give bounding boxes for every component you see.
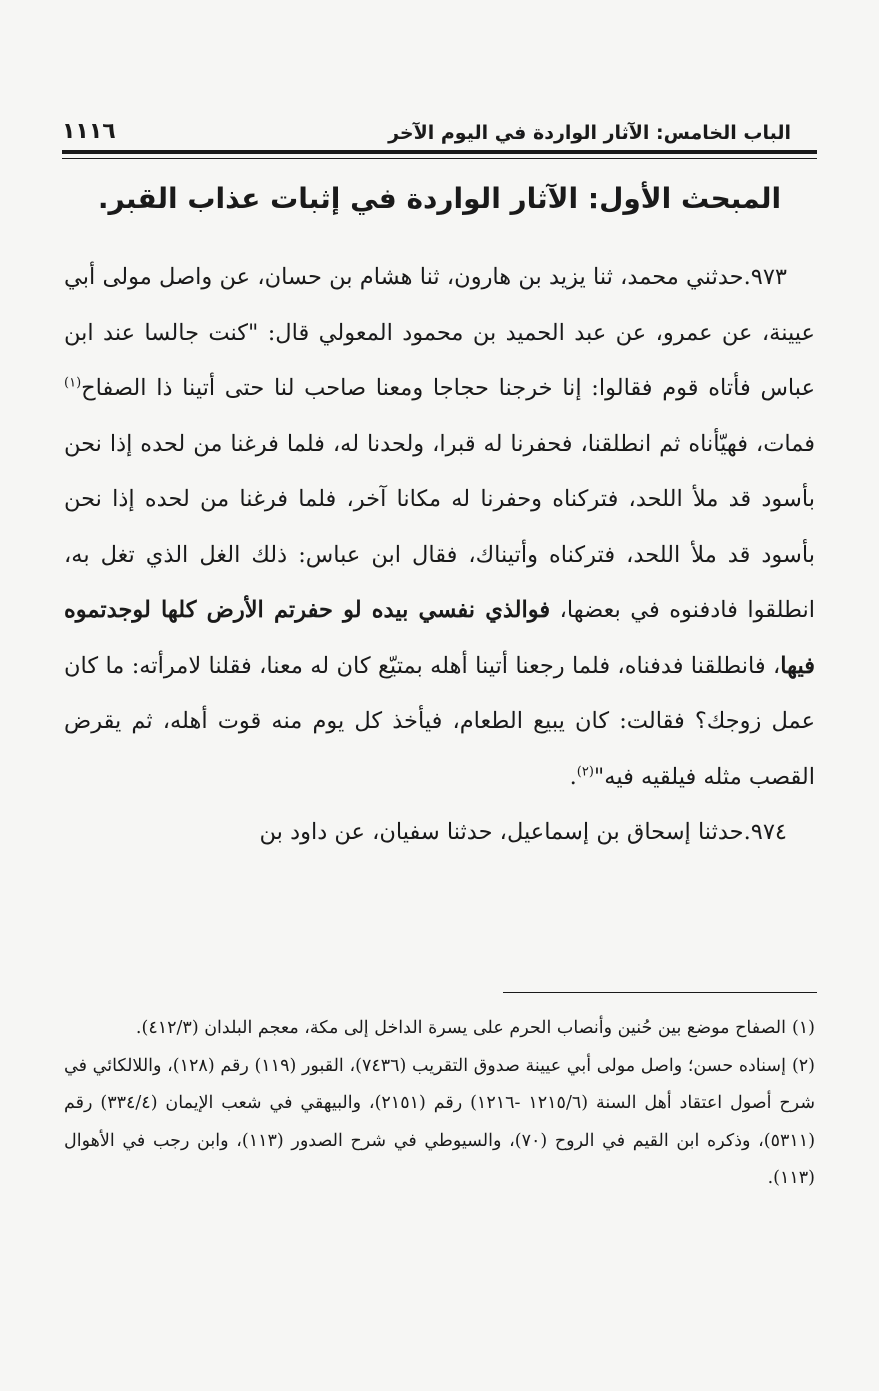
section-title-end: .: [97, 182, 109, 215]
main-text: [64, 250, 815, 861]
section-title-prefix: المبحث الأول: [599, 182, 782, 215]
footnote-2-text: إسناده حسن؛ واصل مولى أبي عيينة صدوق التقريب (٧٤٣٦)، القبور (١١٩) رقم (١٢٨)، واللالكائي في شرح أصول اعتقاد أهل السنة (١٢١٥/٦ -١٢١٦) رقم (٢١٥١)، والبيهقي في شعب الإيمان (٣٣٤/٤) رقم (٥٣١١)، وذكره ابن القيم في الروح (٧٠)، والسيوطي في شرح الصدور (١١٣)، وابن رجب في الأهوال (١١٣).: [64, 1055, 816, 1188]
paragraph-973-part-a: ٩٧٣.حدثني محمد، ثنا يزيد بن هارون، ثنا هشام بن حسان، عن واصل مولى أبي عيينة، عن عمرو، عن عبد الحميد بن محمود المعولي قال: "كنت جالسا عند ابن عباس فأتاه قوم فقالوا: إنا خرجنا حجاجا ومعنا صاحب لنا حتى أتينا ذا الصفاح: [64, 264, 815, 401]
paragraph-973-end: .: [569, 763, 577, 790]
page-number: ١١١٦: [62, 119, 116, 144]
paragraph-973-bold: فوالذي نفسي بيده لو حفرتم الأرض كلها لوجدتموه فيها: [64, 597, 815, 679]
footnotes: [64, 1010, 815, 1198]
header-rule-thick: [62, 150, 817, 154]
section-title-text: الآثار الواردة في إثبات عذاب القبر: [108, 182, 579, 215]
footnote-1: [64, 1010, 815, 1048]
section-title: [62, 182, 817, 215]
paragraph-974: ٩٧٤.حدثنا إسحاق بن إسماعيل، حدثنا سفيان، عن داود بن: [259, 819, 787, 845]
header-rule-thin: [62, 158, 817, 159]
section-title-separator: :: [578, 182, 600, 215]
running-header: [62, 108, 817, 144]
paragraph-973-part-c: ، فانطلقنا فدفناه، فلما رجعنا أتينا أهله بمتيّع كان له معنا، فقلنا لامرأته: ما كان عمل زوجك؟ فقالت: كان يبيع الطعام، فيأخذ كل يوم منه قوت أهله، ثم يقرض القصب مثله فيلقيه فيه": [64, 652, 815, 790]
paragraph-973: [64, 250, 815, 805]
footnote-separator: [503, 992, 817, 993]
footnote-ref-1[interactable]: (١): [64, 375, 82, 391]
footnote-2-marker: (٢): [791, 1055, 815, 1076]
paragraph-973-part-b: فمات، فهيّأناه ثم انطلقنا، فحفرنا له قبرا، ولحدنا له، فلما فرغنا من لحده إذا نحن بأسود قد ملأ اللحد، فتركناه وحفرنا له مكانا آخر، فلما فرغنا من لحده إذا نحن بأسود قد ملأ اللحد، فتركناه وأتيناك، فقال ابن عباس: ذلك الغل الذي تغل به، انطلقوا فادفنوه في بعضها،: [64, 430, 816, 623]
running-title: الباب الخامس: الآثار الواردة في اليوم الآخر: [388, 122, 791, 144]
footnote-1-text: الصفاح موضع بين حُنين وأنصاب الحرم على يسرة الداخل إلى مكة، معجم البلدان (٤١٢/٣).: [135, 1018, 786, 1038]
footnote-1-marker: (١): [791, 1018, 815, 1038]
footnote-2: [64, 1048, 815, 1198]
footnote-ref-2[interactable]: (٢): [576, 764, 594, 779]
